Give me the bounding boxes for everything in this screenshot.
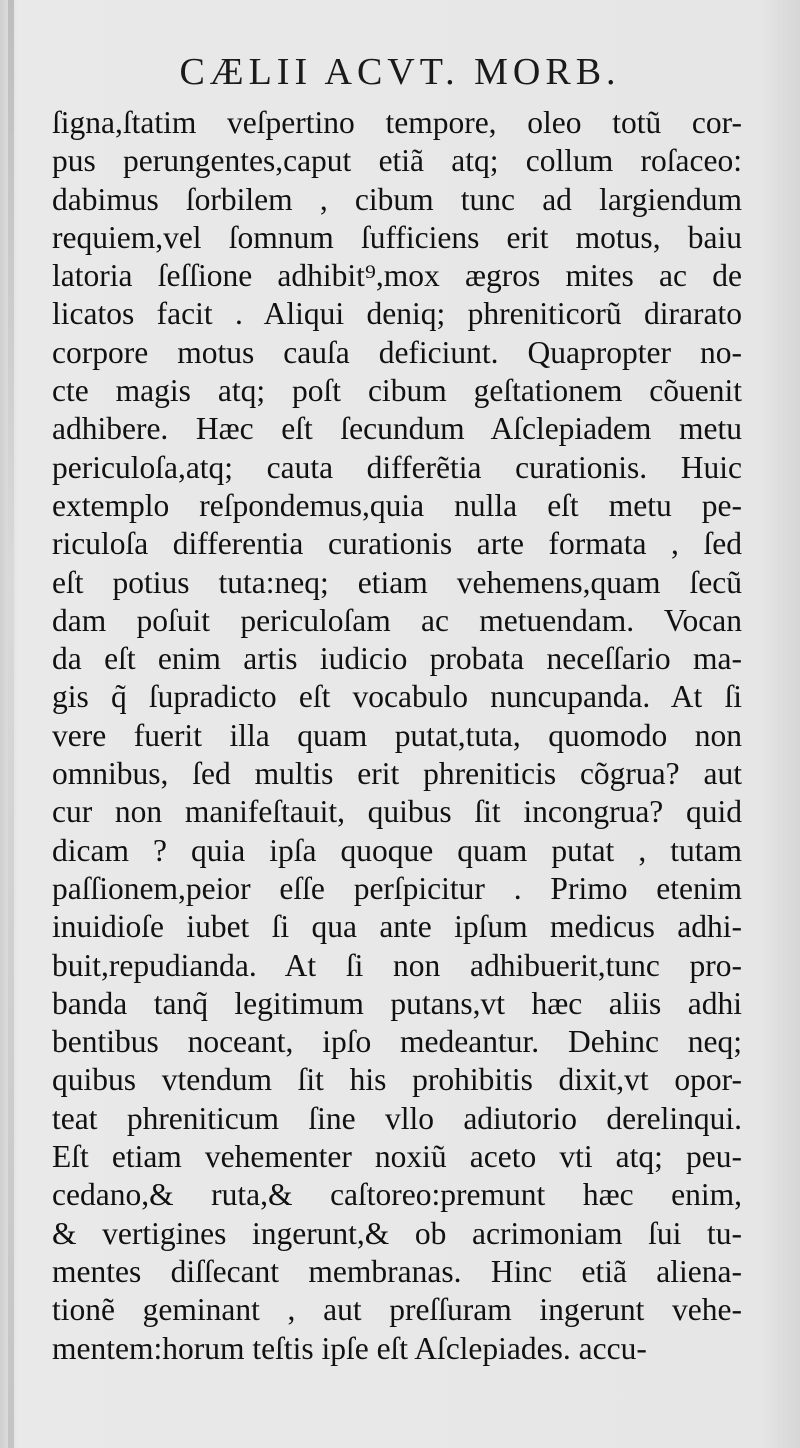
text-line: mentem:horum teſtis ipſe eſt Aſclepiades. accu- xyxy=(52,1330,647,1366)
text-line: periculoſa,atq; cauta differẽtia curationis. Huic xyxy=(52,449,742,485)
text-line: teat phreniticum ſine vllo adiutorio derelinqui. xyxy=(52,1100,742,1136)
text-line: vere fuerit illa quam putat,tuta, quomodo non xyxy=(52,717,742,753)
text-line: pus perungentes,caput etiã atq; collum roſaceo: xyxy=(52,143,742,179)
text-line: mentes diſſecant membranas. Hinc etiã aliena- xyxy=(52,1253,742,1289)
text-line: latoria ſeſſione adhibit⁹,mox ægros mites ac de xyxy=(52,258,742,294)
text-line: dicam ? quia ipſa quoque quam putat , tutam xyxy=(52,832,742,868)
text-line: riculoſa differentia curationis arte formata , ſed xyxy=(52,526,742,562)
text-line: bentibus noceant, ipſo medeantur. Dehinc neq; xyxy=(52,1024,742,1060)
text-line: corpore motus cauſa deficiunt. Quapropter no- xyxy=(52,334,742,370)
text-line: quibus vtendum ſit his prohibitis dixit,vt opor- xyxy=(52,1062,742,1098)
text-line: & vertigines ingerunt,& ob acrimoniam ſui tu- xyxy=(52,1215,742,1251)
text-line: omnibus, ſed multis erit phreniticis cõgrua? aut xyxy=(52,756,742,792)
text-line: paſſionem,peior eſſe perſpicitur . Primo etenim xyxy=(52,870,742,906)
text-block xyxy=(52,104,742,1368)
page-binding-edge xyxy=(8,0,14,1448)
text-line: da eſt enim artis iudicio probata neceſſario ma- xyxy=(52,641,742,677)
text-line: banda tanq̃ legitimum putans,vt hæc aliis adhi xyxy=(52,985,742,1021)
text-line: dabimus ſorbilem , cibum tunc ad largiendum xyxy=(52,181,742,217)
text-line: requiem,vel ſomnum ſufficiens erit motus, baiu xyxy=(52,219,742,255)
text-line: tionẽ geminant , aut preſſuram ingerunt vehe- xyxy=(52,1292,742,1328)
text-line: buit,repudianda. At ſi non adhibuerit,tunc pro- xyxy=(52,947,742,983)
running-title: CÆLII ACVT. MORB. xyxy=(179,51,621,93)
text-line: dam poſuit periculoſam ac metuendam. Vocan xyxy=(52,602,742,638)
text-line: gis q̃ ſupradicto eſt vocabulo nuncupanda. At ſi xyxy=(52,679,742,715)
text-line: eſt potius tuta:neq; etiam vehemens,quam ſecũ xyxy=(52,564,742,600)
text-line: inuidioſe iubet ſi qua ante ipſum medicus adhi- xyxy=(52,909,742,945)
text-line: cur non manifeſtauit, quibus ſit incongrua? quid xyxy=(52,794,742,830)
text-line: Eſt etiam vehementer noxiũ aceto vti atq; peu- xyxy=(52,1139,742,1175)
text-line: cte magis atq; poſt cibum geſtationem cõuenit xyxy=(52,373,742,409)
text-line: extemplo reſpondemus,quia nulla eſt metu pe- xyxy=(52,487,742,523)
text-line: licatos facit . Aliqui deniq; phreniticorũ dirarato xyxy=(52,296,742,332)
text-line: ſigna,ſtatim veſpertino tempore, oleo totũ cor- xyxy=(52,105,742,140)
text-line: cedano,& ruta,& caſtoreo:premunt hæc enim, xyxy=(52,1177,742,1213)
text-line: adhibere. Hæc eſt ſecundum Aſclepiadem metu xyxy=(52,411,742,447)
